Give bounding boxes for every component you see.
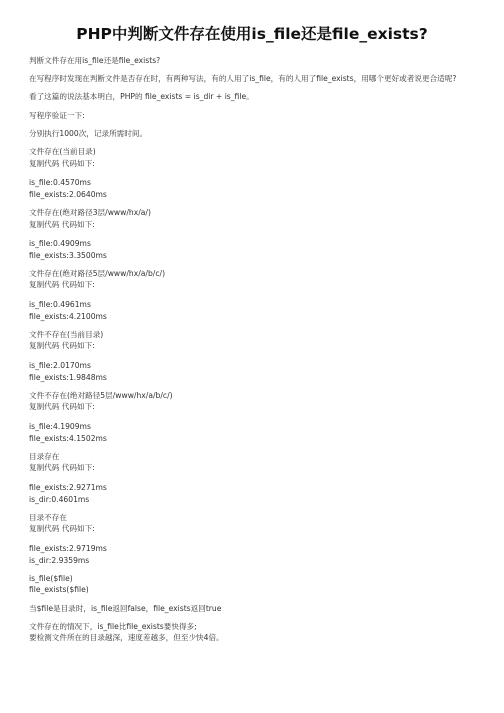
test-block (29, 207, 479, 261)
function-list (29, 573, 479, 596)
result-line: file_exists:1.9848ms (29, 372, 107, 382)
conclusion-text: 当$file是目录时，is_file返回false，file_exists返回true (29, 603, 222, 613)
test-heading: 目录存在 (29, 451, 60, 461)
test-block (29, 268, 479, 322)
result-line: file_exists:4.2100ms (29, 311, 107, 321)
test-heading: 文件不存在(当前目录) (29, 329, 104, 339)
copy-code-label[interactable]: 复制代码 代码如下: (29, 341, 95, 351)
copy-code-label[interactable]: 复制代码 代码如下: (29, 524, 95, 534)
result-line: file_exists:2.9271ms (29, 482, 107, 492)
test-heading: 文件存在(绝对路径5层/www/hx/a/b/c/) (29, 268, 166, 278)
test-heading: 文件存在(绝对路径3层/www/hx/a/) (29, 207, 151, 217)
paragraph: 分别执行1000次，记录所需时间。 (29, 128, 148, 138)
result-line: is_file:2.0170ms (29, 361, 91, 371)
result-line: is_file:4.1909ms (29, 422, 91, 431)
copy-code-label[interactable]: 复制代码 代码如下: (29, 158, 95, 168)
copy-code-label[interactable]: 复制代码 代码如下: (29, 219, 95, 229)
paragraph: 写程序验证一下: (29, 110, 85, 120)
paragraph: 看了这篇的说法基本明白，PHP的 file_exists = is_dir + is_file。 (29, 92, 254, 102)
copy-code-label[interactable]: 复制代码 代码如下: (29, 280, 95, 290)
copy-code-label[interactable]: 复制代码 代码如下: (29, 463, 95, 473)
paragraph: 判断文件存在用is_file还是file_exists? (29, 56, 161, 65)
function-name: file_exists($file) (29, 585, 89, 595)
summary-line: 要检测文件所在的目录越深，速度差越多，但至少快4倍。 (29, 633, 224, 643)
test-block (29, 146, 479, 200)
summary (29, 621, 479, 644)
result-line: is_dir:2.9359ms (29, 555, 90, 565)
paragraph: 在写程序时发现在判断文件是否存在时，有两种写法，有的人用了is_file，有的人用了file_exists，用哪个更好或者说更合适呢? (29, 74, 457, 84)
copy-code-label[interactable]: 复制代码 代码如下: (29, 402, 95, 412)
result-line: is_file:0.4909ms (29, 239, 91, 249)
result-line: is_dir:0.4601ms (29, 494, 90, 504)
test-heading: 文件存在(当前目录) (29, 146, 96, 156)
article-body (29, 55, 479, 650)
function-name: is_file($file) (29, 573, 73, 583)
test-block (29, 390, 479, 444)
test-block (29, 329, 479, 383)
result-line: is_file:0.4570ms (29, 178, 91, 188)
result-line: file_exists:2.0640ms (29, 189, 107, 199)
result-line: file_exists:2.9719ms (29, 543, 107, 553)
result-line: is_file:0.4961ms (29, 300, 91, 310)
test-heading: 目录不存在 (29, 512, 67, 522)
page-title: PHP中判断文件存在使用is_file还是file_exists? (76, 25, 428, 43)
test-heading: 文件不存在(绝对路径5层/www/hx/a/b/c/) (29, 390, 173, 400)
result-line: file_exists:4.1502ms (29, 433, 107, 443)
test-block (29, 512, 479, 566)
result-line: file_exists:3.3500ms (29, 250, 107, 260)
summary-line: 文件存在的情况下，is_file比file_exists要快得多; (29, 621, 197, 631)
test-block (29, 451, 479, 505)
